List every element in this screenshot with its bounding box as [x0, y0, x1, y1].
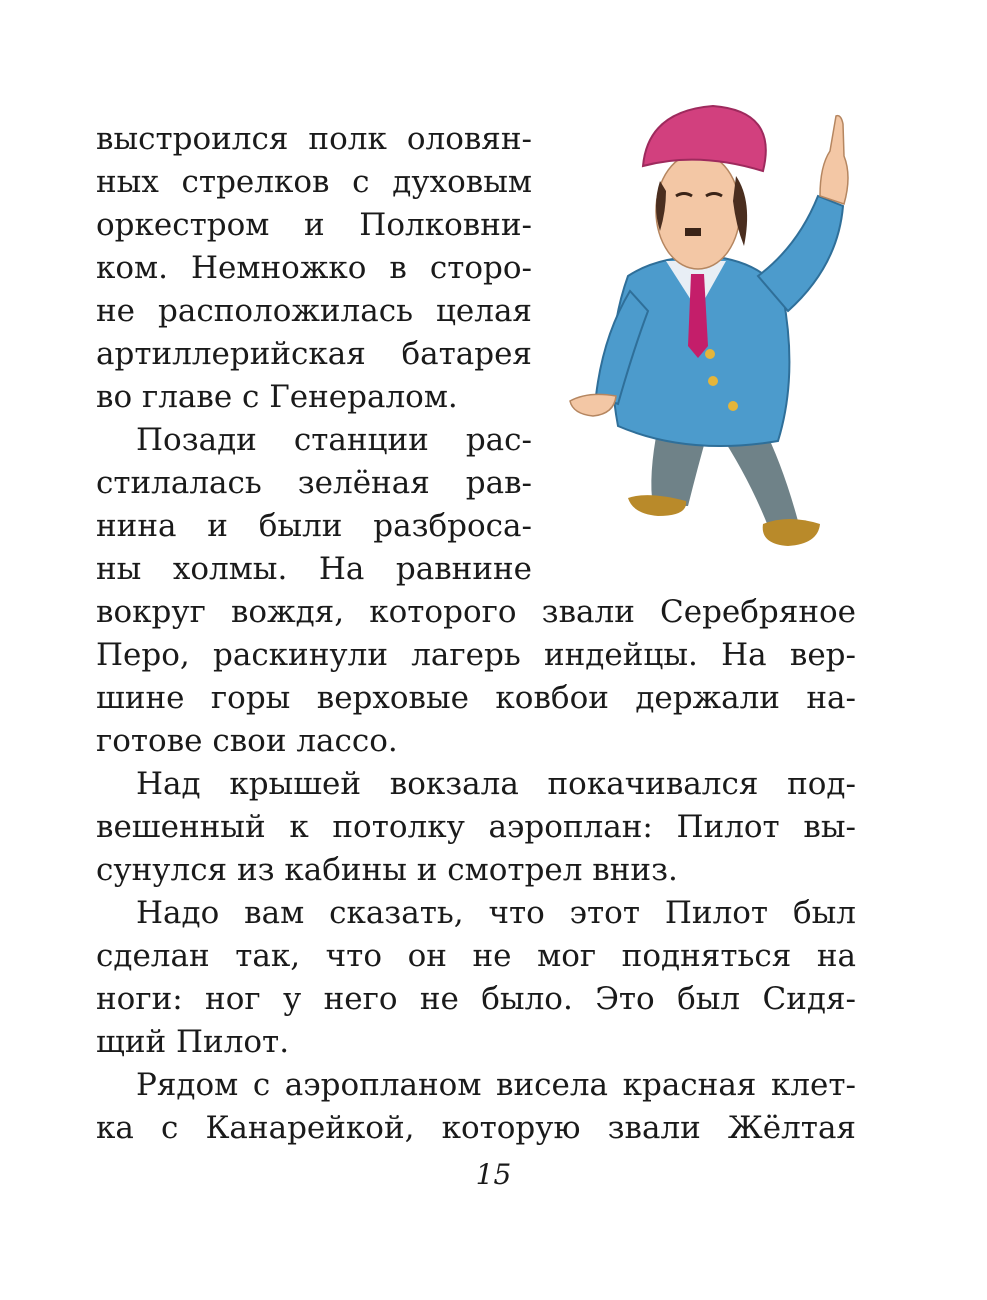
text-line: Над крышей вокзала покачивался под- — [136, 766, 856, 802]
text-line: во главе с Генералом. — [96, 379, 458, 415]
text-line: Рядом с аэропланом висела красная клет- — [136, 1067, 856, 1103]
text-line: сунулся из кабины и смотрел вниз. — [96, 852, 678, 888]
text-line: выстроился полк оловян- — [96, 121, 532, 157]
page-number: 15 — [475, 1158, 512, 1191]
text-line: шине горы верховые ковбои держали на- — [96, 680, 856, 716]
man-in-blue-coat-pointing-icon — [548, 96, 878, 566]
text-line: щий Пилот. — [96, 1024, 290, 1060]
text-line: ком. Немножко в сторо- — [96, 250, 532, 286]
text-line: Перо, раскинули лагерь индейцы. На вер- — [96, 637, 856, 673]
text-line: не расположилась целая — [96, 293, 532, 329]
text-line: ны холмы. На равнине — [96, 551, 532, 587]
text-line: стилалась зелёная рав- — [96, 465, 532, 501]
text-line: ных стрелков с духовым — [96, 164, 532, 200]
text-line: артиллерийская батарея — [96, 336, 532, 372]
text-line: готове свои лассо. — [96, 723, 398, 759]
text-line: ноги: ног у него не было. Это был Сидя- — [96, 981, 856, 1017]
text-line: сделан так, что он не мог подняться на — [96, 938, 856, 974]
text-line: оркестром и Полковни- — [96, 207, 532, 243]
text-line: нина и были разброса- — [96, 508, 532, 544]
text-line: ка с Канарейкой, которую звали Жёлтая — [96, 1110, 856, 1146]
text-line: вешенный к потолку аэроплан: Пилот вы- — [96, 809, 856, 845]
text-line: Надо вам сказать, что этот Пилот был — [136, 895, 856, 931]
text-line: Позади станции рас- — [136, 422, 532, 458]
text-line: вокруг вождя, которого звали Серебряное — [96, 594, 856, 630]
